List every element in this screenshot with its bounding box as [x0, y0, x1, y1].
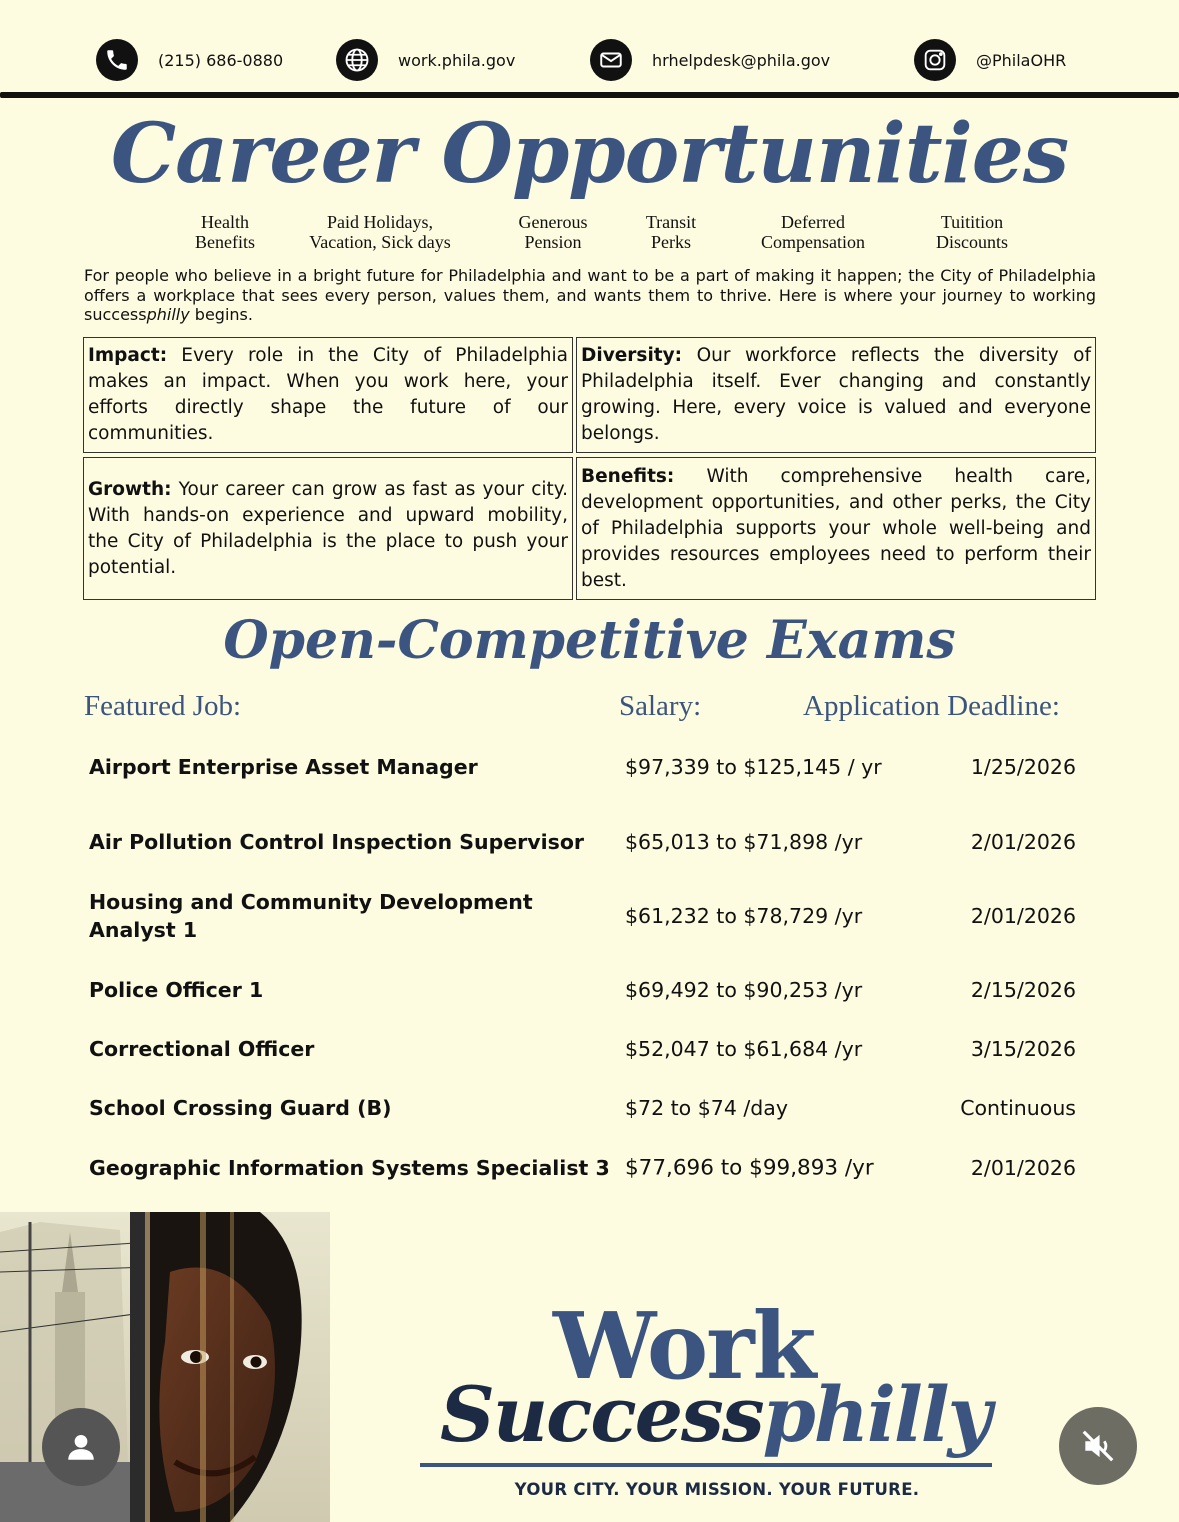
- instagram-icon: [914, 39, 956, 81]
- job-row[interactable]: [0, 737, 1179, 797]
- email-address: hrhelpdesk@phila.gov: [652, 50, 831, 70]
- job-salary: $72 to $74 /day: [625, 1096, 788, 1120]
- job-row[interactable]: [0, 1078, 1179, 1138]
- social-handle: @PhilaOHR: [976, 50, 1067, 70]
- box-impact: Impact: Every role in the City of Philadelphia makes an impact. When you work here, your efforts directly shape the future of our communities.: [83, 337, 573, 453]
- job-salary: $65,013 to $71,898 /yr: [625, 830, 863, 854]
- header-deadline: Application Deadline:: [803, 690, 1060, 722]
- user-icon: [64, 1430, 98, 1464]
- job-title: Correctional Officer: [89, 1037, 315, 1061]
- job-deadline: 2/01/2026: [970, 904, 1076, 928]
- perk-pension: Generous Pension: [518, 212, 588, 252]
- exams-title: Open-Competitive Exams: [223, 610, 956, 671]
- job-row[interactable]: [0, 1019, 1179, 1079]
- perk-transit: Transit Perks: [645, 212, 697, 252]
- header-divider: [0, 92, 1179, 98]
- job-title: Airport Enterprise Asset Manager: [89, 755, 478, 779]
- contact-social[interactable]: [914, 34, 1066, 86]
- job-deadline: Continuous: [960, 1096, 1076, 1120]
- phone-icon: [96, 39, 138, 81]
- job-deadline: 1/25/2026: [970, 755, 1076, 779]
- job-deadline: 3/15/2026: [970, 1037, 1076, 1061]
- box-label: Benefits:: [581, 465, 675, 487]
- job-salary: $61,232 to $78,729 /yr: [625, 904, 863, 928]
- mute-button[interactable]: [1059, 1407, 1137, 1485]
- job-deadline: 2/01/2026: [970, 1156, 1076, 1180]
- job-row[interactable]: [0, 1138, 1179, 1198]
- box-diversity: Diversity: Our workforce reflects the diversity of Philadelphia itself. Ever changing and constantly growing. Here, every voice is valued and everyone belongs.: [576, 337, 1096, 453]
- brand-underline: [420, 1463, 992, 1467]
- job-salary: $69,492 to $90,253 /yr: [625, 978, 863, 1002]
- globe-icon: [336, 39, 378, 81]
- speaker-muted-icon: [1079, 1427, 1117, 1465]
- box-label: Diversity:: [581, 345, 683, 366]
- job-row[interactable]: [0, 960, 1179, 1020]
- job-salary: $77,696 to $99,893 /yr: [625, 1155, 874, 1181]
- box-label: Growth:: [88, 478, 172, 500]
- tagline: YOUR CITY. YOUR MISSION. YOUR FUTURE.: [514, 1480, 920, 1499]
- brand-successphilly: Successphilly: [440, 1370, 990, 1459]
- job-title: Housing and Community Development Analyst 1: [89, 890, 533, 942]
- collage-photo: [0, 1212, 330, 1522]
- box-label: Impact:: [88, 345, 168, 366]
- job-title: Police Officer 1: [89, 978, 264, 1002]
- job-salary: $97,339 to $125,145 / yr: [625, 755, 882, 779]
- website-link: work.phila.gov: [398, 50, 516, 70]
- box-growth: Growth: Your career can grow as fast as your city. With hands-on experience and upward mobility, the City of Philadelphia is the place to push your potential.: [83, 457, 573, 600]
- intro-paragraph: For people who believe in a bright future for Philadelphia and want to be a part of making it happen; the City of Philadelphia offers a workplace that sees every person, values them, and wants them to thrive. Here is where your journey to working successphilly begins.: [84, 266, 1096, 324]
- perk-paid-holidays: Paid Holidays, Vacation, Sick days: [309, 212, 451, 252]
- perk-tuition: Tuitition Discounts: [936, 212, 1008, 252]
- phone-number: (215) 686-0880: [158, 50, 284, 70]
- job-title: Geographic Information Systems Specialist 3: [89, 1156, 610, 1180]
- mail-icon: [590, 39, 632, 81]
- job-deadline: 2/01/2026: [970, 830, 1076, 854]
- job-deadline: 2/15/2026: [970, 978, 1076, 1002]
- header-featured-job: Featured Job:: [84, 690, 242, 722]
- header-salary: Salary:: [619, 690, 702, 722]
- perk-deferred-comp: Deferred Compensation: [761, 212, 865, 252]
- job-title: Air Pollution Control Inspection Supervisor: [89, 830, 585, 854]
- profile-button[interactable]: [42, 1408, 120, 1486]
- page-title: Career Opportunities: [110, 106, 1069, 202]
- job-row[interactable]: [0, 812, 1179, 872]
- box-benefits: Benefits: With comprehensive health care, development opportunities, and other perks, the City of Philadelphia supports your whole well-being and provides resources employees need to perform their best.: [576, 457, 1096, 600]
- perk-health: Health Benefits: [195, 212, 255, 252]
- contact-website[interactable]: [336, 34, 515, 86]
- job-title: School Crossing Guard (B): [89, 1096, 392, 1120]
- contact-phone[interactable]: [96, 34, 283, 86]
- job-salary: $52,047 to $61,684 /yr: [625, 1037, 863, 1061]
- job-row[interactable]: [0, 886, 1179, 946]
- brand-work: Work: [553, 1292, 815, 1400]
- contact-email[interactable]: [590, 34, 830, 86]
